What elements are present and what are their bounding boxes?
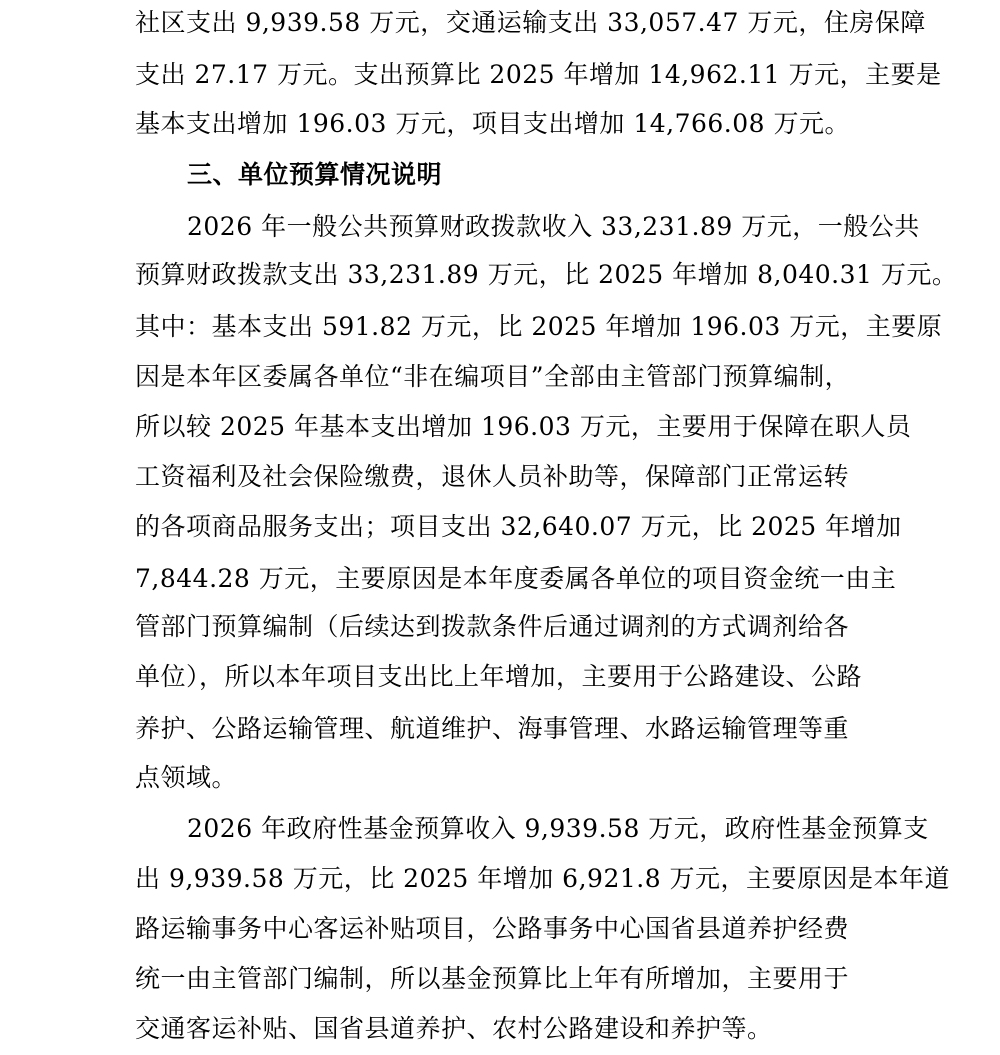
line-text: 工资福利及社会保险缴费，退休人员补助等，保障部门正常运转 bbox=[135, 462, 850, 491]
line-text: 其中：基本支出 591.82 万元，比 2025 年增加 196.03 万元，主要原 bbox=[135, 312, 943, 341]
line-text: 基本支出增加 196.03 万元，项目支出增加 14,766.08 万元。 bbox=[135, 109, 850, 138]
line-text: 的各项商品服务支出；项目支出 32,640.07 万元，比 2025 年增加 bbox=[135, 512, 902, 541]
text-line bbox=[0, 651, 1000, 703]
text-line bbox=[0, 201, 1000, 253]
text-line bbox=[0, 401, 1000, 453]
text-line bbox=[0, 249, 1000, 301]
line-text: 7,844.28 万元，主要原因是本年度委属各单位的项目资金统一由主 bbox=[135, 564, 897, 593]
line-text: 因是本年区委属各单位“非在编项目”全部由主管部门预算编制， bbox=[135, 362, 851, 391]
line-text: 2026 年一般公共预算财政拨款收入 33,231.89 万元，一般公共 bbox=[187, 212, 920, 241]
line-text: 路运输事务中心客运补贴项目，公路事务中心国省县道养护经费 bbox=[135, 914, 850, 943]
text-line bbox=[0, 601, 1000, 653]
text-line bbox=[0, 49, 1000, 101]
text-line bbox=[0, 451, 1000, 503]
text-line bbox=[0, 853, 1000, 905]
section-heading bbox=[0, 149, 1000, 201]
line-text: 交通客运补贴、国省县道养护、农村公路建设和养护等。 bbox=[135, 1014, 773, 1043]
text-line bbox=[0, 301, 1000, 353]
line-text: 点领域。 bbox=[135, 763, 238, 792]
text-line bbox=[0, 553, 1000, 605]
text-line bbox=[0, 703, 1000, 755]
line-text: 2026 年政府性基金预算收入 9,939.58 万元，政府性基金预算支 bbox=[187, 814, 929, 843]
text-line bbox=[0, 0, 1000, 49]
text-line bbox=[0, 1003, 1000, 1055]
line-text: 管部门预算编制（后续达到拨款条件后通过调剂的方式调剂给各 bbox=[135, 612, 850, 641]
text-line bbox=[0, 953, 1000, 1005]
line-text: 单位），所以本年项目支出比上年增加，主要用于公路建设、公路 bbox=[135, 662, 863, 691]
line-text: 支出 27.17 万元。支出预算比 2025 年增加 14,962.11 万元，主要是 bbox=[135, 60, 942, 89]
text-line bbox=[0, 752, 1000, 804]
text-line bbox=[0, 98, 1000, 150]
text-line bbox=[0, 501, 1000, 553]
line-text: 所以较 2025 年基本支出增加 196.03 万元，主要用于保障在职人员 bbox=[135, 412, 912, 441]
text-line bbox=[0, 903, 1000, 955]
text-line bbox=[0, 351, 1000, 403]
line-text: 社区支出 9,939.58 万元，交通运输支出 33,057.47 万元，住房保障 bbox=[135, 8, 926, 37]
text-line bbox=[0, 803, 1000, 855]
line-text: 出 9,939.58 万元，比 2025 年增加 6,921.8 万元，主要原因是本年道 bbox=[135, 864, 951, 893]
line-text: 预算财政拨款支出 33,231.89 万元，比 2025 年增加 8,040.31 万元。 bbox=[135, 260, 958, 289]
line-text: 统一由主管部门编制，所以基金预算比上年有所增加，主要用于 bbox=[135, 964, 850, 993]
line-text: 养护、公路运输管理、航道维护、海事管理、水路运输管理等重 bbox=[135, 714, 850, 743]
heading-text: 三、单位预算情况说明 bbox=[187, 160, 443, 189]
